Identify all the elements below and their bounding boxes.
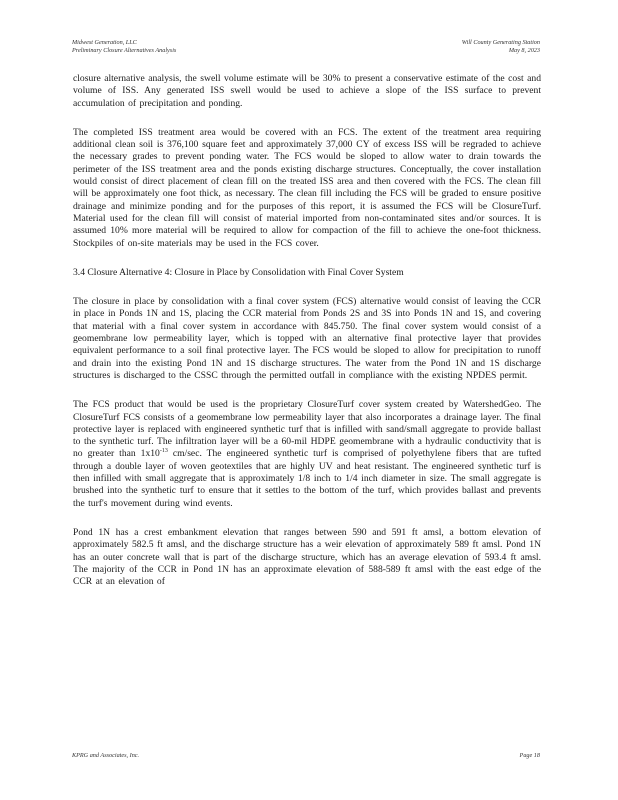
- header-right: [462, 39, 540, 55]
- header-report-title: Preliminary Closure Alternatives Analysis: [72, 47, 177, 54]
- fcs-text-part2: cm/sec. The engineered synthetic turf is comprised of polyethylene fibers that are tufted through a double layer of woven geotextiles that are highly UV and heat resistant. The engineered synthetic turf is then infilled with small aggregate that is approximately 1/8 inch to 1/4 inch diameter in size. The small aggregate is brushed into the synthetic turf to ensure that it settles to the bottom of the turf, which provides ballast and prevents the turf's movement during wind events.: [73, 448, 542, 509]
- header-company: Midwest Generation, LLC: [72, 39, 137, 46]
- header-date: May 8, 2023: [508, 47, 540, 54]
- paragraph-completed-iss: The completed ISS treatment area would be covered with an FCS. The extent of the treatment area requiring additional clean soil is 376,100 square feet and approximately 37,000 CY of excess ISS will be regraded to achieve the necessary grades to prevent ponding water. The FCS would be sloped to allow water to drain towards the perimeter of the ISS treatment area and the ponds existing discharge structures. Conceptually, the cover installation would consist of direct placement of clean fill on the treated ISS area and then covered with the FCS. The clean fill will be approximately one foot thick, as necessary. The clean fill including the FCS will be graded to ensure positive drainage and minimize ponding and for the purposes of this report, it is assumed the FCS will be ClosureTurf. Material used for the clean fill will consist of material imported from non-contaminated sites and/or sources. It is assumed 10% more material will be required to allow for compaction of the fill to achieve the one-foot thickness. Stockpiles of on-site materials may be used in the FCS cover.: [73, 126, 541, 249]
- exponent: -13: [159, 448, 168, 455]
- footer-company: KPRG and Associates, Inc.: [72, 752, 140, 759]
- fcs-text-part1: The FCS product that would be used is the proprietary ClosureTurf cover system created by WatershedGeo. The ClosureTurf FCS consists of a geomembrane low permeability layer that also incorporates a drainage layer. The final protective layer is replaced with engineered synthetic turf that is infilled with sand/small aggregate to provide ballast to the synthetic turf. The infiltration layer will be a 60-mil HDPE geomembrane with a hydraulic conductivity that is no greater than 1x10: [73, 399, 541, 460]
- document-body: [73, 73, 541, 605]
- header-left: [72, 39, 176, 55]
- section-heading-3-4: 3.4 Closure Alternative 4: Closure in Place by Consolidation with Final Cover System: [73, 266, 404, 278]
- paragraph-fcs-product: [73, 399, 541, 510]
- header-site: Will County Generating Station: [461, 39, 540, 46]
- paragraph-closure-in-place: The closure in place by consolidation with a final cover system (FCS) alternative would consist of leaving the CCR in place in Ponds 1N and 1S, placing the CCR material from Ponds 2S and 3S into Ponds 1N and 1S, and covering that material with a final cover system in accordance with 845.750. The final cover system would consist of a geomembrane low permeability layer, which is topped with an alternative final protective layer that provides equivalent performance to a soil final protective layer. The FCS would be sloped to allow for precipitation to runoff and drain into the existing Pond 1N and 1S discharge structures. The water from the Pond 1N and 1S discharge structures is discharged to the CSSC through the permitted outfall in compliance with the existing NPDES permit.: [73, 296, 541, 381]
- paragraph-pond-1n: Pond 1N has a crest embankment elevation that ranges between 590 and 591 ft amsl, a bottom elevation of approximately 582.5 ft amsl, and the discharge structure has a weir elevation of approximately 589 ft amsl. Pond 1N has an outer concrete wall that is part of the discharge structure, which has an average elevation of 593.4 ft amsl. The majority of the CCR in Pond 1N has an approximate elevation of 588-589 ft amsl with the east edge of the CCR at an elevation of: [73, 526, 541, 588]
- paragraph-swell-volume: closure alternative analysis, the swell volume estimate will be 30% to present a conservative estimate of the cost and volume of ISS. Any generated ISS swell would be used to achieve a slope of the ISS surface to prevent accumulation of precipitation and ponding.: [73, 73, 541, 109]
- footer-page-number: Page 18: [519, 752, 540, 759]
